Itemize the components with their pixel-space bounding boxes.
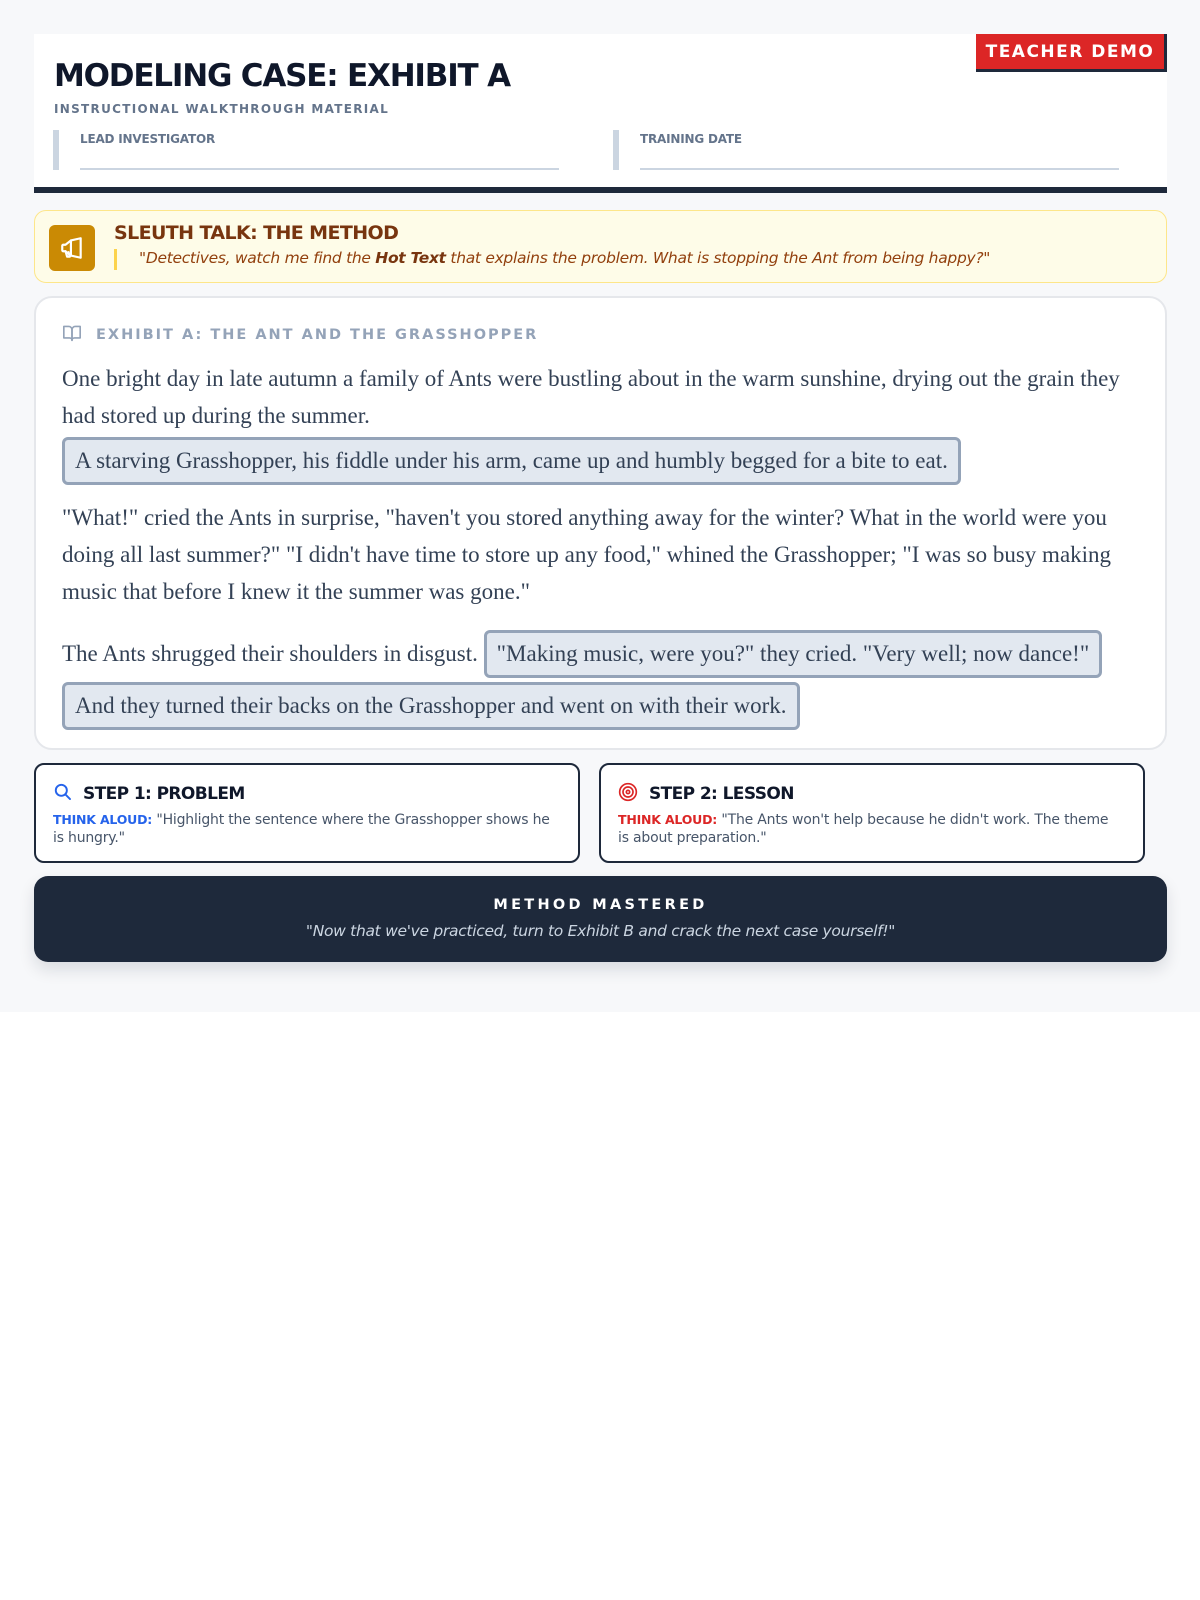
step-prompt: "The Ants won't help because he didn't work. The theme is about preparation." [618, 812, 1109, 846]
case-header [34, 34, 1167, 187]
story-passage [62, 360, 1132, 730]
method-mastered-banner [34, 876, 1167, 962]
field-accent-rule [53, 130, 59, 170]
quote-text-start: "Detectives, watch me find the [139, 249, 376, 267]
sleuth-talk-title: SLEUTH TALK: THE METHOD [114, 222, 399, 244]
step-2-card [599, 763, 1145, 863]
lead-investigator-label: LEAD INVESTIGATOR [80, 132, 215, 146]
page-title: MODELING CASE: EXHIBIT A [54, 58, 510, 94]
step-title: STEP 1: PROBLEM [83, 783, 245, 804]
worksheet [34, 34, 1167, 940]
exhibit-title: EXHIBIT A: THE ANT AND THE GRASSHOPPER [96, 327, 539, 343]
step-title: STEP 2: LESSON [649, 784, 794, 804]
search-icon [53, 782, 72, 805]
hot-text-sentence[interactable]: "Making music, were you?" they cried. "Very well; now dance!" [484, 630, 1103, 678]
training-date-label: TRAINING DATE [640, 132, 742, 146]
megaphone-icon [49, 225, 95, 271]
story-paragraph: "What!" cried the Ants in surprise, "haven't you stored anything away for the winter? What in the world were you doing all last summer?" "I didn't have time to store up any food," whined the Grasshopper; "I was so busy making music that before I knew it the summer was gone." [62, 505, 1112, 604]
exhibit-passage-card [34, 296, 1167, 750]
header-divider [34, 187, 1167, 193]
banner-note: "Now that we've practiced, turn to Exhibit B and crack the next case yourself!" [305, 922, 896, 940]
step-instruction [53, 811, 558, 847]
story-sentence: The Ants shrugged their shoulders in disgust. [62, 641, 478, 666]
step-instruction [618, 811, 1123, 847]
step-1-card [34, 763, 580, 863]
banner-title: METHOD MASTERED [493, 897, 708, 913]
training-date-field[interactable] [613, 130, 1119, 168]
sleuth-talk-quote [114, 249, 990, 270]
think-aloud-tag: THINK ALOUD: [53, 812, 153, 827]
think-aloud-tag: THINK ALOUD: [618, 812, 718, 827]
training-date-input-line[interactable] [640, 168, 1119, 170]
hot-text-term: Hot Text [375, 249, 446, 267]
sleuth-talk-callout [34, 210, 1167, 283]
quote-text-end: that explains the problem. What is stopping the Ant from being happy?" [445, 249, 991, 267]
book-open-icon [62, 324, 82, 346]
story-paragraph: One bright day in late autumn a family of Ants were bustling about in the warm sunshine, drying out the grain they had stored up during the summer. [62, 366, 1120, 428]
hot-text-sentence[interactable]: And they turned their backs on the Grasshopper and went on with their work. [62, 682, 800, 730]
page-subtitle: INSTRUCTIONAL WALKTHROUGH MATERIAL [54, 102, 390, 116]
teacher-demo-badge: TEACHER DEMO [976, 34, 1167, 72]
hot-text-sentence[interactable]: A starving Grasshopper, his fiddle under his arm, came up and humbly begged for a bite to eat. [62, 437, 961, 485]
target-icon [618, 782, 638, 806]
step-prompt: "Highlight the sentence where the Grasshopper shows he is hungry." [53, 812, 550, 846]
step-heading [53, 782, 245, 805]
step-heading [618, 782, 794, 806]
field-accent-rule [613, 130, 619, 170]
lead-investigator-input-line[interactable] [80, 168, 559, 170]
exhibit-heading [62, 324, 538, 346]
lead-investigator-field[interactable] [53, 130, 559, 168]
